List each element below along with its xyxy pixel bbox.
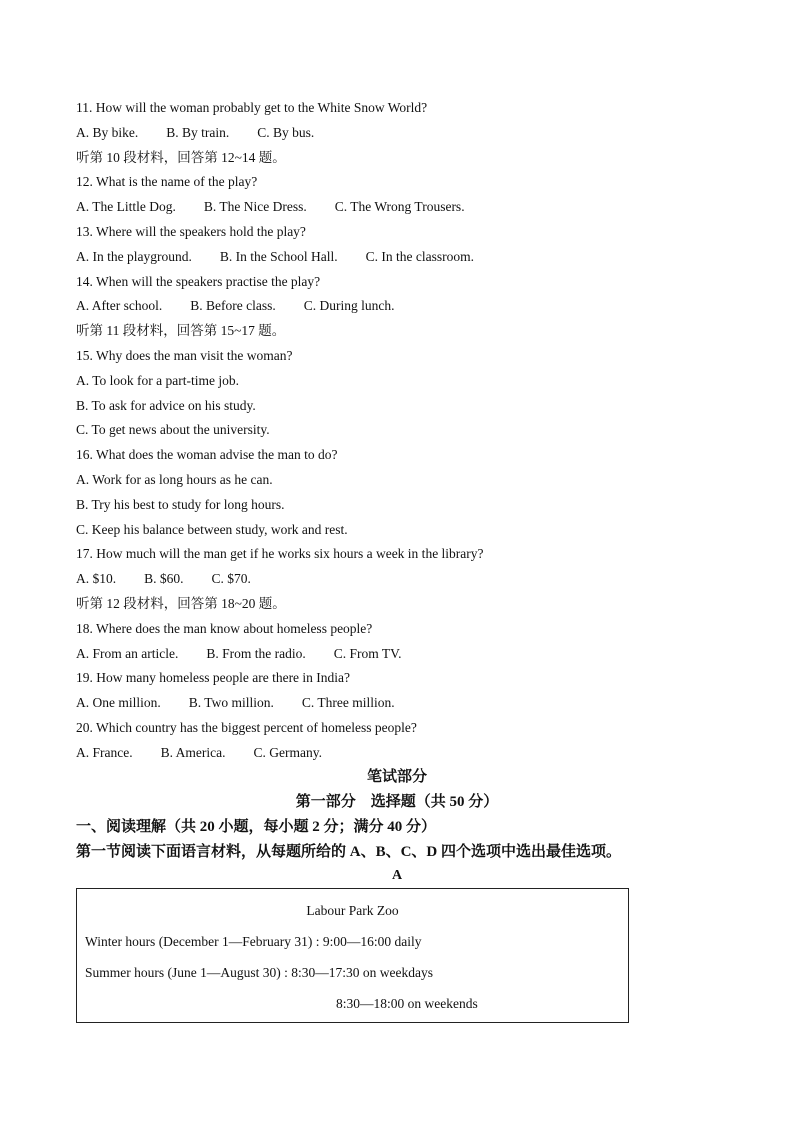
question-line: A. To look for a part-time job. <box>76 372 240 388</box>
answer-option: B. In the School Hall. <box>219 248 338 264</box>
answer-options <box>76 248 474 266</box>
question-line: C. Keep his balance between study, work and rest. <box>76 521 348 537</box>
answer-options <box>76 694 395 712</box>
answer-option: A. By bike. <box>76 124 139 140</box>
winter-hours: Winter hours (December 1—February 31) : 9:00—16:00 daily <box>85 934 422 949</box>
answer-options <box>76 198 465 216</box>
summer-hours: Summer hours (June 1—August 30) : 8:30—17:30 on weekdays <box>85 965 433 980</box>
question-line: 18. Where does the man know about homeless people? <box>76 620 373 636</box>
question-line: 17. How much will the man get if he works six hours a week in the library? <box>76 546 484 562</box>
question-line: 11. How will the woman probably get to the White Snow World? <box>76 100 428 115</box>
answer-options <box>76 645 402 663</box>
question-line: 12. What is the name of the play? <box>76 174 258 190</box>
question-line: 20. Which country has the biggest percent of homeless people? <box>76 720 417 735</box>
answer-options <box>76 570 251 588</box>
question-line: 15. Why does the man visit the woman? <box>76 348 293 363</box>
answer-option: B. $60. <box>144 571 184 587</box>
answer-option: B. Before class. <box>190 298 276 314</box>
answer-option: A. In the playground. <box>76 248 192 264</box>
listening-section-note: 听第 10 段材料，回答第 12~14 题。 <box>76 149 286 165</box>
section-instruction: 第一节阅读下面语言材料，从每题所给的 A、B、C、D 四个选项中选出最佳选项。 <box>76 844 622 860</box>
answer-option: C. In the classroom. <box>365 248 474 264</box>
answer-option: A. One million. <box>76 695 161 711</box>
question-line: 13. Where will the speakers hold the play? <box>76 224 306 239</box>
answer-option: A. The Little Dog. <box>76 199 176 215</box>
listening-section-note: 听第 12 段材料，回答第 18~20 题。 <box>76 596 286 611</box>
question-line: B. Try his best to study for long hours. <box>76 496 285 512</box>
answer-option: B. By train. <box>166 124 230 140</box>
reading-comprehension-title: 一、阅读理解（共 20 小题，每小题 2 分；满分 40 分） <box>76 819 437 835</box>
answer-option: C. $70. <box>211 571 251 587</box>
answer-option: B. From the radio. <box>206 645 306 661</box>
answer-option: C. During lunch. <box>303 298 395 314</box>
listening-section-note: 听第 11 段材料，回答第 15~17 题。 <box>76 323 286 339</box>
zoo-name: Labour Park Zoo <box>306 903 399 918</box>
answer-option: C. Three million. <box>301 695 395 711</box>
question-line: A. Work for as long hours as he can. <box>76 472 273 487</box>
question-line: 16. What does the woman advise the man to do? <box>76 447 338 463</box>
question-line: C. To get news about the university. <box>76 422 270 438</box>
answer-option: C. The Wrong Trousers. <box>334 199 465 215</box>
answer-option: C. From TV. <box>333 645 402 661</box>
answer-option: A. After school. <box>76 298 163 314</box>
question-line: B. To ask for advice on his study. <box>76 397 256 413</box>
answer-option: A. France. <box>76 744 133 760</box>
written-section-title: 笔试部分 <box>366 769 427 785</box>
answer-option: A. $10. <box>76 571 117 587</box>
answer-options <box>76 124 314 142</box>
passage-label: A <box>391 868 403 883</box>
part-one-title: 第一部分 选择题（共 50 分） <box>295 794 499 810</box>
zoo-hours-box <box>76 888 629 1023</box>
answer-option: B. America. <box>160 744 226 760</box>
answer-option: B. Two million. <box>188 695 274 711</box>
answer-option: B. The Nice Dress. <box>203 199 307 215</box>
question-line: 19. How many homeless people are there in India? <box>76 670 351 686</box>
answer-options <box>76 744 322 762</box>
question-line: 14. When will the speakers practise the play? <box>76 273 321 289</box>
answer-options <box>76 297 394 315</box>
weekend-hours: 8:30—18:00 on weekends <box>336 996 478 1011</box>
answer-option: C. By bus. <box>257 124 315 140</box>
answer-option: A. From an article. <box>76 645 179 661</box>
answer-option: C. Germany. <box>253 744 322 760</box>
